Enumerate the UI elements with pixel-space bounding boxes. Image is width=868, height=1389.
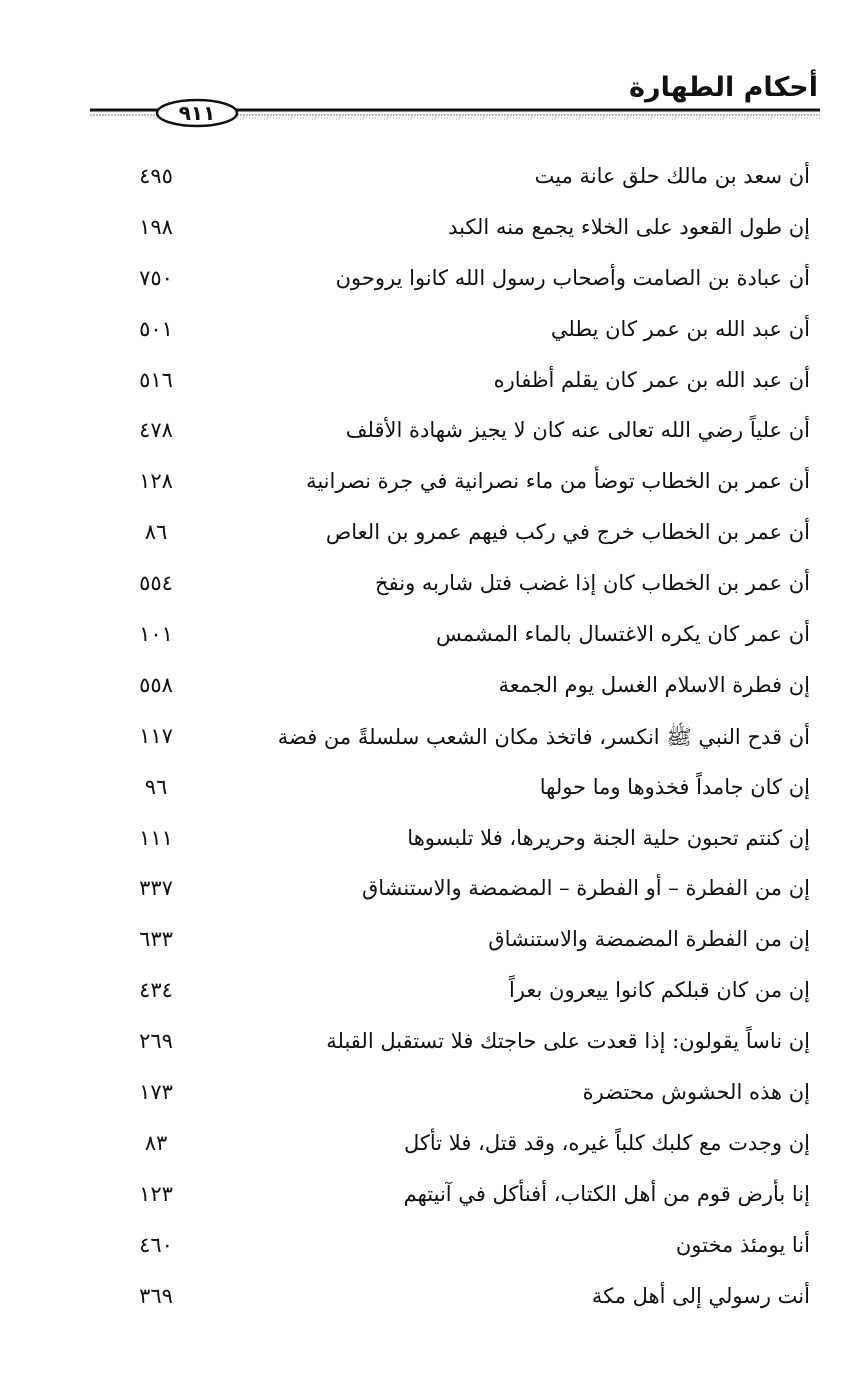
index-row bbox=[0, 309, 868, 360]
entry-text: إن من كان قبلكم كانوا ييعرون بعراً bbox=[508, 978, 810, 1003]
entry-text: إن طول القعود على الخلاء يجمع منه الكبد bbox=[448, 214, 810, 239]
entry-text: أن عمر كان يكره الاغتسال بالماء المشمس bbox=[435, 622, 810, 647]
entry-text: أنت رسولي إلى أهل مكة bbox=[591, 1283, 810, 1308]
index-row bbox=[0, 207, 868, 258]
entry-page-ref: ٤٣٤ bbox=[139, 978, 173, 1003]
entry-page-ref: ٦٣٣ bbox=[139, 927, 173, 952]
entry-page-ref: ٥٥٨ bbox=[139, 672, 173, 697]
entry-page-ref: ١١١ bbox=[139, 825, 173, 850]
entry-page-ref: ٢٦٩ bbox=[139, 1029, 173, 1054]
entry-text: أن عبد الله بن عمر كان يطلي bbox=[550, 316, 810, 341]
index-row bbox=[0, 461, 868, 512]
entry-text: إن من الفطرة المضمضة والاستنشاق bbox=[488, 927, 810, 952]
entry-page-ref: ١٢٨ bbox=[139, 469, 173, 494]
page-number: ٩١١ bbox=[178, 101, 216, 125]
entry-page-ref: ٥٠١ bbox=[139, 316, 173, 341]
entry-page-ref: ٤٧٨ bbox=[139, 418, 173, 443]
entry-page-ref: ٣٦٩ bbox=[139, 1283, 173, 1308]
index-row bbox=[0, 360, 868, 411]
entry-text: أن عمر بن الخطاب توضأ من ماء نصرانية في جرة نصرانية bbox=[306, 469, 810, 494]
index-row bbox=[0, 1225, 868, 1276]
index-row bbox=[0, 258, 868, 309]
index-row bbox=[0, 156, 868, 207]
index-row bbox=[0, 410, 868, 461]
index-row bbox=[0, 716, 868, 767]
index-row bbox=[0, 563, 868, 614]
entry-page-ref: ٣٣٧ bbox=[139, 876, 173, 901]
entry-text: إن وجدت مع كلبك كلباً غيره، وقد قتل، فلا تأكل bbox=[403, 1130, 810, 1155]
index-row bbox=[0, 818, 868, 869]
entry-page-ref: ٤٩٥ bbox=[139, 164, 173, 188]
index-row bbox=[0, 1174, 868, 1225]
entry-text: إن فطرة الاسلام الغسل يوم الجمعة bbox=[498, 672, 810, 697]
entry-text: إن كنتم تحبون حلية الجنة وحريرها، فلا تلبسوها bbox=[407, 825, 810, 850]
entry-text: أن قدح النبي ﷺ انكسر، فاتخذ مكان الشعب سلسلةً من فضة bbox=[277, 724, 810, 749]
index-row bbox=[0, 919, 868, 970]
index-row bbox=[0, 1021, 868, 1072]
entry-text: أن عبادة بن الصامت وأصحاب رسول الله كانوا يروحون bbox=[335, 265, 810, 290]
entry-text: إن كان جامداً فخذوها وما حولها bbox=[539, 774, 810, 799]
entry-page-ref: ٥١٦ bbox=[139, 367, 173, 392]
entry-text: أنا يومئذ مختون bbox=[675, 1232, 810, 1257]
entry-text: أن عمر بن الخطاب كان إذا غضب فتل شاربه ونفخ bbox=[375, 571, 810, 596]
index-row bbox=[0, 614, 868, 665]
entry-text: أن سعد بن مالك حلق عانة ميت bbox=[534, 164, 810, 188]
entry-page-ref: ٤٦٠ bbox=[139, 1232, 173, 1257]
index-row bbox=[0, 868, 868, 919]
index-row bbox=[0, 767, 868, 818]
entry-page-ref: ٨٦ bbox=[144, 520, 168, 545]
index-row bbox=[0, 1276, 868, 1327]
entry-text: إنا بأرض قوم من أهل الكتاب، أفنأكل في آنيتهم bbox=[403, 1181, 810, 1206]
index-row bbox=[0, 512, 868, 563]
entry-text: أن عمر بن الخطاب خرج في ركب فيهم عمرو بن العاص bbox=[325, 520, 810, 545]
entry-text: أن عبد الله بن عمر كان يقلم أظفاره bbox=[493, 367, 810, 392]
entry-page-ref: ٩٦ bbox=[144, 774, 168, 799]
entry-page-ref: ٧٥٠ bbox=[139, 265, 173, 290]
running-header-title: أحكام الطهارة bbox=[629, 72, 818, 103]
entry-page-ref: ٨٣ bbox=[144, 1130, 168, 1155]
index-row bbox=[0, 665, 868, 716]
entry-page-ref: ١٧٣ bbox=[139, 1080, 173, 1105]
entry-text: إن ناساً يقولون: إذا قعدت على حاجتك فلا تستقبل القبلة bbox=[326, 1029, 810, 1054]
entry-page-ref: ١٢٣ bbox=[139, 1181, 173, 1206]
entry-text: إن من الفطرة – أو الفطرة – المضمضة والاستنشاق bbox=[361, 876, 810, 901]
hadith-index-list bbox=[0, 156, 868, 1326]
entry-page-ref: ٥٥٤ bbox=[139, 571, 173, 596]
index-row bbox=[0, 970, 868, 1021]
entry-page-ref: ١٩٨ bbox=[139, 214, 173, 239]
entry-page-ref: ١٠١ bbox=[139, 622, 173, 647]
index-row bbox=[0, 1123, 868, 1174]
entry-text: أن علياً رضي الله تعالى عنه كان لا يجيز شهادة الأقلف bbox=[345, 418, 810, 443]
index-row bbox=[0, 1072, 868, 1123]
entry-page-ref: ١١٧ bbox=[139, 723, 173, 748]
entry-text: إن هذه الحشوش محتضرة bbox=[582, 1080, 810, 1105]
